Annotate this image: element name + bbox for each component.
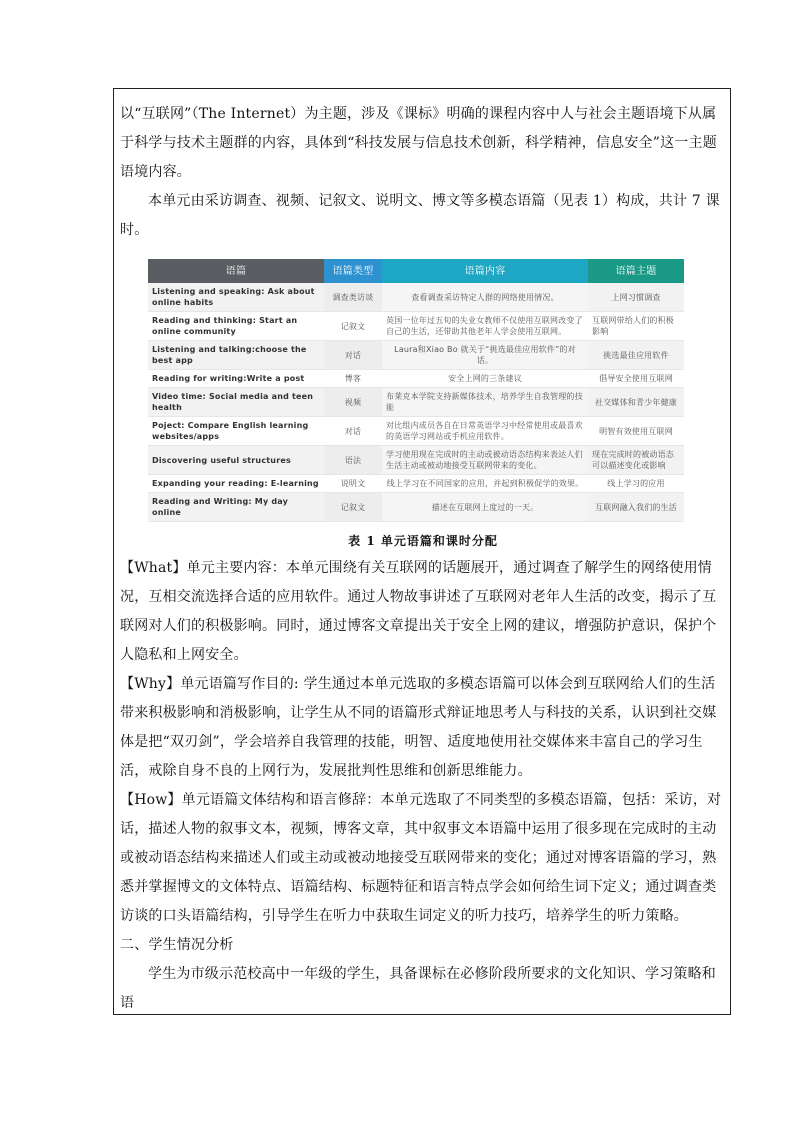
table-row [148, 446, 684, 475]
cell-title: Listening and speaking: Ask about online habits [148, 283, 324, 312]
cell-theme: 互联网融入我们的生活 [588, 493, 684, 522]
cell-type: 博客 [324, 370, 382, 388]
how-text: 单元语篇文体结构和语言修辞：本单元选取了不同类型的多模态语篇，包括：采访，对话，描述人物的叙事文本，视频，博客文章，其中叙事文本语篇中运用了很多现在完成时的主动或被动语态结构来描述人们或主动或被动地接受互联网带来的变化；通过对博客语篇的学习，熟悉并掌握博文的文体特点、语篇结构、标题特征和语言特点学会如何给生词下定义；通过调查类访谈的口头语篇结构，引导学生在听力中获取生词定义的听力技巧，培养学生的听力策略。 [120, 792, 722, 924]
table-row [148, 388, 684, 417]
header-type: 语篇类型 [324, 259, 382, 283]
table-row [148, 341, 684, 370]
cell-theme: 互联网带给人们的积极影响 [588, 312, 684, 341]
table-caption: 表 1 单元语篇和课时分配 [348, 534, 498, 548]
header-discourse: 语篇 [148, 259, 324, 283]
cell-title: Expanding your reading: E-learning [148, 475, 324, 493]
cell-title: Video time: Social media and teen health [148, 388, 324, 417]
cell-theme: 明智有效使用互联网 [588, 417, 684, 446]
cell-content: 学习使用现在完成时的主动或被动语态结构来表达人们生活主动或被动地接受互联网带来的变化。 [382, 446, 588, 475]
intro-paragraph: 以“互联网”（The Internet）为主题，涉及《课标》明确的课程内容中人与社会主题语境下从属于科学与技术主题群的内容，具体到“科技发展与信息技术创新，科学精神，信息安全”这一主题语境内容。 [120, 106, 717, 180]
cell-type: 调查类访谈 [324, 283, 382, 312]
cell-type: 语法 [324, 446, 382, 475]
table-row [148, 493, 684, 522]
how-tag: 【How】 [120, 792, 182, 808]
table-header-row [148, 259, 684, 283]
cell-title: Reading and Writing: My day online [148, 493, 324, 522]
document-body [120, 100, 726, 1018]
header-theme: 语篇主题 [588, 259, 684, 283]
cell-title: Poject: Compare English learning websites/apps [148, 417, 324, 446]
section-heading: 二、学生情况分析 [120, 937, 234, 953]
student-analysis-paragraph: 学生为市级示范校高中一年级的学生，具备课标在必修阶段所要求的文化知识、学习策略和语 [120, 966, 716, 1011]
why-paragraph [120, 670, 726, 786]
table-row [148, 417, 684, 446]
cell-content: 英国一位年过五旬的失业女教师不仅使用互联网改变了自己的生活，还带助其他老年人学会使用互联网。 [382, 312, 588, 341]
cell-type: 视频 [324, 388, 382, 417]
cell-content: 布莱克本学院支持新媒体技术，培养学生自我管理的技能 [382, 388, 588, 417]
cell-theme: 挑选最佳应用软件 [588, 341, 684, 370]
cell-content: 对比组内成员各自在日常英语学习中经常使用或最喜欢的英语学习网站或手机应用软件。 [382, 417, 588, 446]
cell-theme: 线上学习的应用 [588, 475, 684, 493]
cell-theme: 社交媒体和青少年健康 [588, 388, 684, 417]
cell-content: Laura和Xiao Bo 就关于“挑选最佳应用软件”的对话。 [382, 341, 588, 370]
cell-type: 记叙文 [324, 312, 382, 341]
cell-title: Listening and talking:choose the best app [148, 341, 324, 370]
cell-theme: 上网习惯调查 [588, 283, 684, 312]
cell-content: 安全上网的三条建议 [382, 370, 588, 388]
why-tag: 【Why】 [120, 676, 181, 692]
what-paragraph [120, 554, 726, 670]
unit-discourse-table [148, 259, 684, 522]
cell-title: Discovering useful structures [148, 446, 324, 475]
cell-content: 线上学习在不同国家的应用，并起到积极促学的效果。 [382, 475, 588, 493]
table-row [148, 283, 684, 312]
cell-type: 对话 [324, 341, 382, 370]
header-content: 语篇内容 [382, 259, 588, 283]
cell-content: 查看调查采访特定人群的网络使用情况。 [382, 283, 588, 312]
cell-title: Reading and thinking: Start an online community [148, 312, 324, 341]
table-row [148, 475, 684, 493]
cell-content: 描述在互联网上度过的一天。 [382, 493, 588, 522]
table-row [148, 312, 684, 341]
table-row [148, 370, 684, 388]
unit-table-figure [148, 259, 684, 522]
how-paragraph [120, 786, 726, 931]
cell-type: 说明文 [324, 475, 382, 493]
cell-theme: 倡导安全使用互联网 [588, 370, 684, 388]
cell-title: Reading for writing:Write a post [148, 370, 324, 388]
why-text: 单元语篇写作目的: 学生通过本单元选取的多模态语篇可以体会到互联网给人们的生活带来积极影响和消极影响，让学生从不同的语篇形式辩证地思考人与科技的关系，认识到社交媒体是把“双刃剑”，学会培养自我管理的技能，明智、适度地使用社交媒体来丰富自己的学习生活，戒除自身不良的上网行为，发展批判性思维和创新思维能力。 [120, 676, 717, 779]
cell-type: 记叙文 [324, 493, 382, 522]
cell-type: 对话 [324, 417, 382, 446]
what-text: 单元主要内容：本单元围绕有关互联网的话题展开，通过调查了解学生的网络使用情况，互相交流选择合适的应用软件。通过人物故事讲述了互联网对老年人生活的改变，揭示了互联网对人们的积极影响。同时，通过博客文章提出关于安全上网的建议，增强防护意识，保护个人隐私和上网安全。 [120, 560, 717, 663]
what-tag: 【What】 [120, 560, 187, 576]
cell-theme: 现在完成时的被动语态可以描述变化或影响 [588, 446, 684, 475]
unit-composition-paragraph: 本单元由采访调查、视频、记叙文、说明文、博文等多模态语篇（见表 1）构成，共计 7 课时。 [120, 193, 720, 238]
